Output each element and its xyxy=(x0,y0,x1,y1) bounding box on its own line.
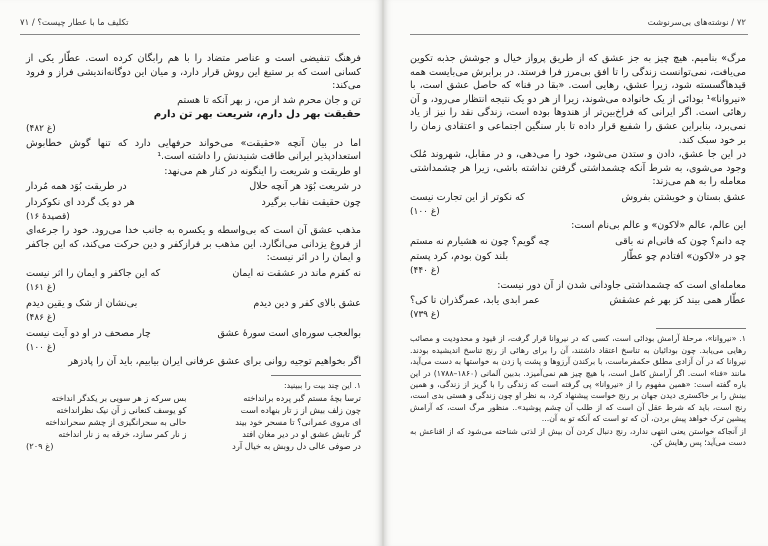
left-footnote-line: ترسا بچهٔ مستم گبر پرده برانداخته xyxy=(243,393,361,404)
right-verse-4-left: عمر ابدی یابد، عمرگذران تا کی؟ xyxy=(410,295,540,307)
left-paragraph-1: فرهنگ تنفیضی است و عناصر متضاد را با هم رابگان کرده است. عطّار یکی از کسانی است که بر ستیغ این روش قرار دارد، و میان این دوگانه‌اندیشی فراز و فرود می‌کند: xyxy=(26,53,361,92)
right-verse-3-left: بلند کون بودم، کرد پستم xyxy=(410,251,509,263)
right-header-rule xyxy=(410,34,748,35)
right-verse-2 xyxy=(410,235,746,249)
left-paragraph-4: او طریقت و شریعت را اینگونه در کنار هم می‌نهد: xyxy=(164,165,361,177)
left-verse-2-right: چون حقیقت نقاب برگیرد xyxy=(261,196,361,208)
right-verse-4-right: عطّار همی بیند کز بهر غم عشقش xyxy=(609,295,746,307)
left-page xyxy=(0,0,382,546)
right-page-body xyxy=(410,52,746,449)
left-verse-2-left: هر دو یک گردد ای نکوکردار xyxy=(26,196,135,208)
right-paragraph-2: در این جا عشق، دادن و ستدن می‌شود، خود را می‌دهی، و در مقابل، شهروند مُلک وجود می‌شوی، به شرط آنکه چشمداشتی گرفتن نداشته باشی، زیرا هر چشمداشتی معامله را به هم می‌زند: xyxy=(410,149,746,188)
right-ref-1: (غ ۱۰۰) xyxy=(410,206,440,217)
left-paragraph-6: اگر بخواهیم توجیه روانی برای عشق عرفانی ایران بیابیم، باید آن را پادزهر xyxy=(68,356,361,368)
left-footnote-line: حالی به سحرانگیزی از چشم سحرانداخته xyxy=(45,417,187,428)
right-verse-4 xyxy=(410,294,746,308)
right-paragraph-3: این عالم، عالم «لاکون» و عالم بی‌نام است: xyxy=(571,220,746,232)
left-footnote-line: ز نار کمر سازد، خرقه به ز نار انداخته xyxy=(58,429,187,440)
right-verse-3-right: چو در «لاکون» افتادم چو عطّار xyxy=(621,251,746,263)
left-footnote-rule xyxy=(271,375,361,376)
left-verse-4-right: عشق بالای کفر و دین دیدم xyxy=(253,298,361,310)
left-footnote-line: در صوفی عالی دل روبش به خیال آرد xyxy=(232,441,361,452)
left-footnote-line: کو یوسف کنعانی ز آن نیک نظرانداخته xyxy=(56,405,187,416)
left-verse-3-left: که این جاکفر و ایمان را اثر نیست xyxy=(26,267,161,279)
left-paragraph-2: تن و جان محرم شد از من، ز بهر آنکه تا هستم xyxy=(177,94,361,106)
left-verse-5-left: چار مصحف در او دو آیت نیست xyxy=(26,328,151,340)
right-ref-3: (غ ۷۳۹) xyxy=(410,309,440,320)
left-ref-4: (غ ۴۸۶) xyxy=(26,312,56,323)
left-footnote-poem xyxy=(26,392,361,452)
left-verse-5 xyxy=(26,327,361,341)
right-paragraph-1: مرگ» بنامیم. هیچ چیز به جز عشق که از طریق پرواز خیال و جوشش جذبه تکوین می‌یافت، نمی‌توانست زندگی را تا افق بی‌مرز فرا فرستد. در برابرش می‌بایست همه قیدهاگسسته شود، زیرا عشق، رهایی است. «بقا در فنا» که حاصل عشق است، با «نیروانا»¹ بودائی از یک خانواده می‌شوند، زیرا از هر دو یک نتیجه انتظار می‌رود، و آن رهائی است. اگر ایرانی که فراخ‌بین‌تر از هندوها بوده است، زندگی نقد را نیز از یاد نمی‌برد، بنابراین عشق را شفیع قرار داده تا بار سنگین اجتماعی و اعتقادی زمان را بر خود سبک کند. xyxy=(410,53,746,146)
left-ref-5: (غ ۱۰۰) xyxy=(26,342,56,353)
right-verse-1-right: عشق بستان و خویشتن بفروش xyxy=(621,191,746,203)
left-verse-1 xyxy=(26,180,361,194)
right-verse-2-left: چه گویم؟ چون نه هشیارم نه مستم xyxy=(410,235,550,247)
right-paragraph-4: معامله‌ای است که چشمداشتی جاودانی شدن از آن دور نیست: xyxy=(497,279,746,291)
left-footnote-title: ۱. این چند بیت را ببینید: xyxy=(283,381,361,391)
right-verse-1-left: که نکوتر از این تجارت نیست xyxy=(410,191,525,203)
left-verse-1-right: در شریعت بُوَد هر آنچه حلال xyxy=(249,181,361,193)
left-footnote-line: بس سرکه ز هر سویی بر یکدگر انداخته xyxy=(51,393,187,404)
right-footnote-rule xyxy=(656,328,746,329)
left-ref-3: (غ ۱۶۱) xyxy=(26,282,56,293)
left-paragraph-3: اما در بیان آنچه «حقیقت» می‌خواند حرفهایی دارد که تنها گوش خطابوش استعداد‌پذیر ایرانی طاقت شنیدنش را داشته است.¹ xyxy=(26,137,361,163)
right-verse-1 xyxy=(410,191,746,205)
right-verse-2-right: چه دانم؟ چون که فانی‌ام نه باقی xyxy=(615,235,746,247)
left-verse-5-right: بوالعجب سوره‌ای است سورهٔ عشق xyxy=(217,328,361,340)
left-footnote-line: گر تابش عشق او در دیر مغان افتد xyxy=(242,429,361,440)
right-ref-2: (غ ۴۴۰) xyxy=(410,265,440,276)
left-paragraph-5: مذهب عشق آن است که بی‌واسطه و یکسره به جانب خدا می‌رود. خود را جرعه‌ای از فروغ یزدانی می‌انگارد. این مذهب بر فرازکفر و دین حرکت می‌کند، که این جاکفر و ایمان را در اثر نیست: xyxy=(26,225,361,264)
left-verse-4-left: بی‌نشان از شک و یقین دیدم xyxy=(26,298,138,310)
left-footnote-line: چون زلف بیش از ز تار بنهاده است xyxy=(240,405,361,416)
left-page-body xyxy=(26,52,361,452)
left-verse-1-left: در طریقت بُوَد همه مُردار xyxy=(26,181,127,193)
left-footnote-ref: (غ ۲۰۹) xyxy=(26,441,54,452)
left-ref-2: (قصیدهٔ ۱۶) xyxy=(26,211,70,222)
right-footnote-1: ۱. «نیروانا»، مرحلهٔ آرامش بودائی است، کسی که در نیروانا قرار گرفت، از قیود و محدودیت و مصائب رهایی می‌یابد. چون بودائیان به تناسخ اعتقاد داشتند، آن را برای رهائی از رنج تناسخ اندیشیده بودند. نیروانا که در آن آزادی مطلق حکمفرماست، با برکندن آرزوها و پشت پا زدن به خواستها به دست می‌آید، مانند «فنا» است. اگر آرامش کامل است، با هیچ چیز هم نمی‌آمیزد. بدبین آلمانی (۱۸۶۰–۱۷۸۸) در این باره گفته است: «همین مفهوم را از «نیروانا» پی گرفته است که زندگی را با گریز از زندگی، و همین بینش را بر خاکستری دیدن جهان بر رنج خواست پیشنهاد کرد، به نظر او چون زندگی و هستی بدی است، رنج است، باید که شرط عقل آن است که از طلب آن چشم پوشید».. منظور مرگ است، که آرامش پیشین ترک خواهد پیش بردن، آن که تو است که آنکه تو به آن... xyxy=(410,334,746,424)
left-verse-3 xyxy=(26,267,361,281)
left-header-rule xyxy=(20,34,360,35)
left-ref-1: (غ ۴۸۲) xyxy=(26,123,56,134)
right-page xyxy=(384,0,768,546)
left-verse-3-right: نه کفرم ماند در عشقت نه ایمان xyxy=(232,267,361,279)
left-verse-2 xyxy=(26,196,361,210)
right-footnote-2: از آنجاکه خواستن یعنی انتهی ندارد، رنج دنبال کردن آن بیش از لذتی شناخته می‌شود که از اقناعش به دست می‌آید؛ پس رهایش کن. xyxy=(410,426,746,447)
right-page-header: ۷۲ / نوشته‌های بی‌سرنوشت xyxy=(647,18,746,28)
left-bold-line: حقیقت بهر دل دارم، شریعت بهر تن دارم xyxy=(153,109,361,121)
left-page-header: تکلیف ما با عطار چیست؟ / ۷۱ xyxy=(20,18,129,28)
right-verse-3 xyxy=(410,250,746,264)
left-verse-4 xyxy=(26,297,361,311)
left-footnote-line: ای مروی عمرانی؟ تا مسحر خود بیند xyxy=(235,417,361,428)
